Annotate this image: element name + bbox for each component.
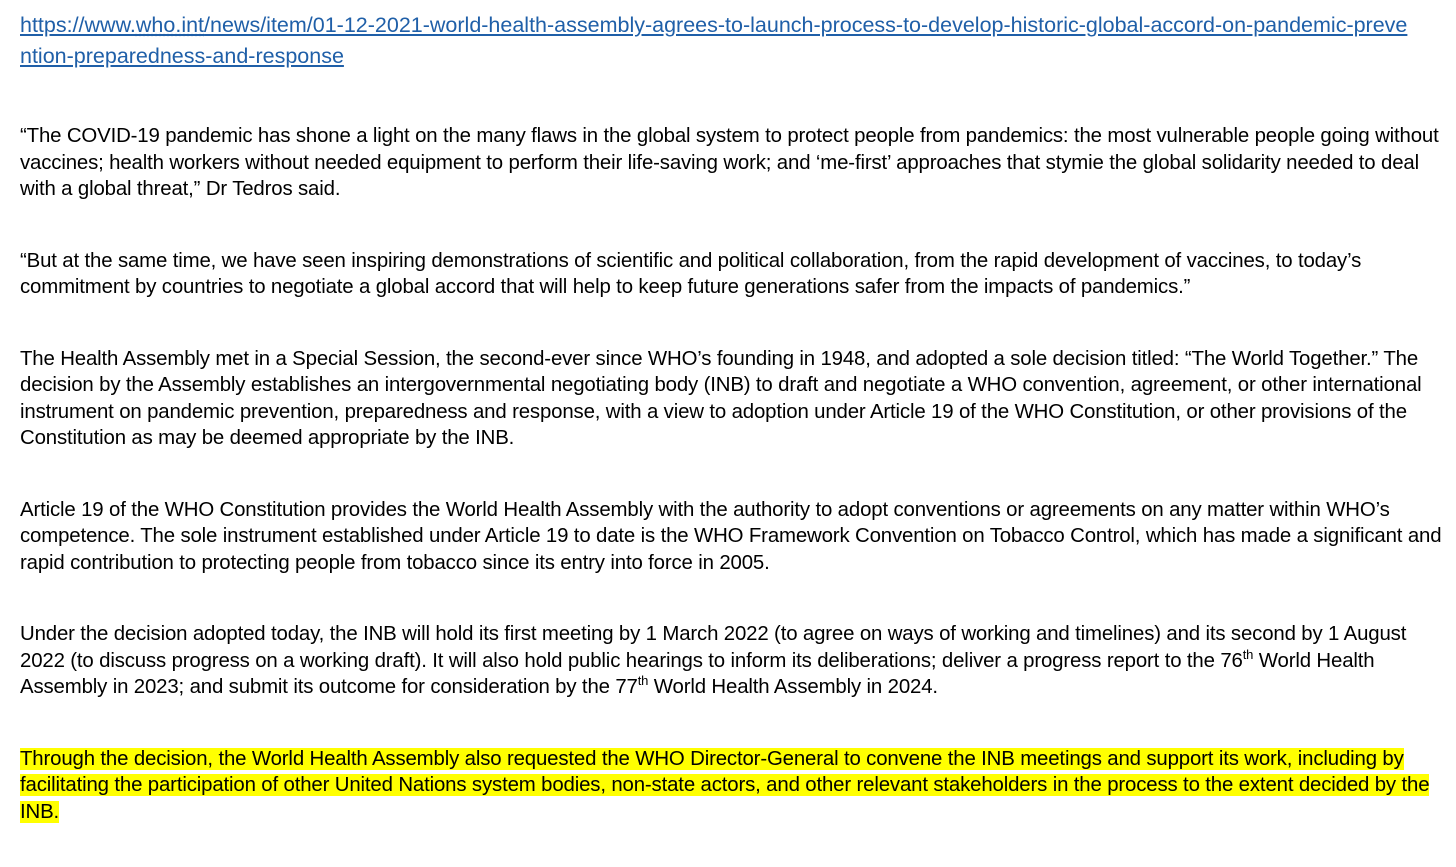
ordinal-suffix-77: th: [637, 673, 649, 689]
timeline-text-2: World Health Assembly in 2023; and submit its outcome for consideration by the 77: [20, 649, 1375, 698]
source-link-prefix: https://www.: [20, 13, 136, 37]
ordinal-suffix-76: th: [1242, 646, 1254, 662]
paragraph-highlighted-decision: [20, 746, 1452, 826]
source-link-path: /news/item/01-12-2021-world-health-assembly-agrees-to-launch-process-to-develop-historic-global-accord-on-pandemic-prevention-preparedness-and-response: [20, 13, 1408, 68]
paragraph-tedros-quote: “The COVID-19 pandemic has shone a light on the many flaws in the global system to protect people from pandemics: the most vulnerable people going without vaccines; health workers without needed equipment to perform their life-saving work; and ‘me-first’ approaches that stymie the global solidarity needed to deal with a global threat,” Dr Tedros said.: [20, 125, 1439, 200]
source-link[interactable]: [20, 10, 1452, 72]
paragraph-collaboration-quote: “But at the same time, we have seen inspiring demonstrations of scientific and political collaboration, from the rapid development of vaccines, to today’s commitment by countries to negotiate a global accord that will help to keep future generations safer from the impacts of pandemics.”: [20, 249, 1362, 298]
paragraph-inb-timeline: [20, 621, 1452, 701]
highlighted-text: Through the decision, the World Health Assembly also requested the WHO Director-General to convene the INB meetings and support its work, including by facilitating the participation of other United Nations system bodies, non-state actors, and other relevant stakeholders in the process to the extent decided by the INB.: [20, 747, 1430, 823]
timeline-text-3: World Health Assembly in 2024.: [648, 676, 938, 698]
timeline-text-1: Under the decision adopted today, the INB will hold its first meeting by 1 March 2022 (to agree on ways of working and timelines) and its second by 1 August 2022 (to discuss progress on a working draft). It will also hold public hearings to inform its deliberations; deliver a progress report to the 76: [20, 623, 1407, 672]
document-body: [20, 10, 1452, 825]
source-link-domain: who.int: [135, 13, 205, 37]
paragraph-article-19: Article 19 of the WHO Constitution provides the World Health Assembly with the authority to adopt conventions or agreements on any matter within WHO’s competence. The sole instrument established under Article 19 to date is the WHO Framework Convention on Tobacco Control, which has made a significant and rapid contribution to protecting people from tobacco since its entry into force in 2005.: [20, 498, 1442, 574]
paragraph-special-session: The Health Assembly met in a Special Session, the second-ever since WHO’s founding in 1948, and adopted a sole decision titled: “The World Together.” The decision by the Assembly establishes an intergovernmental negotiating body (INB) to draft and negotiate a WHO convention, agreement, or other international instrument on pandemic prevention, preparedness and response, with a view to adoption under Article 19 of the WHO Constitution, or other provisions of the Constitution as may be deemed appropriate by the INB.: [20, 347, 1422, 449]
